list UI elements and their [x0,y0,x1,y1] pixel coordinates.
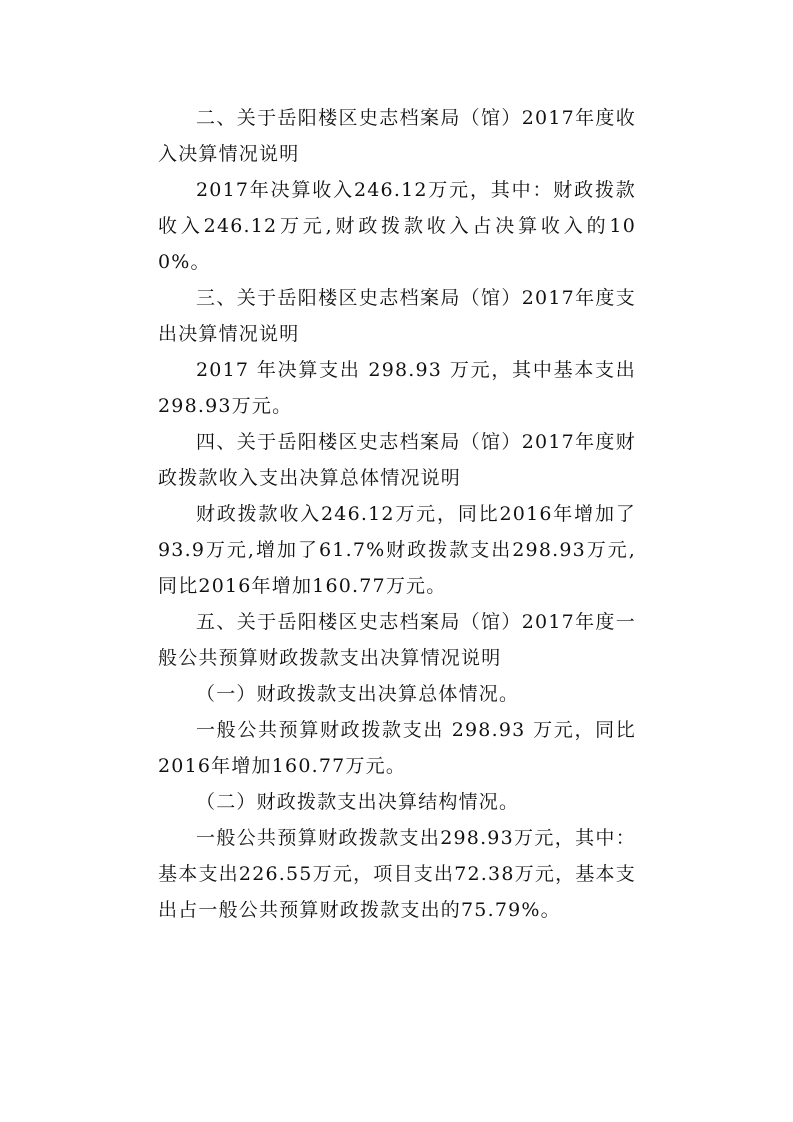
subheading-overall: （一）财政拨款支出决算总体情况。 [196,683,520,705]
paragraph-general-budget-overall: 一般公共预算财政拨款支出 298.93 万元，同比2016年增加160.77万元。 [158,719,636,777]
section-heading-general-budget: 五、关于岳阳楼区史志档案局（馆）2017年度一般公共预算财政拨款支出决算情况说明 [158,611,636,669]
subheading-structure: （二）财政拨款支出决算结构情况。 [196,791,520,813]
section-heading-expenditure: 三、关于岳阳楼区史志档案局（馆）2017年度支出决算情况说明 [158,287,636,345]
section-heading-fiscal-overall: 四、关于岳阳楼区史志档案局（馆）2017年度财政拨款收入支出决算总体情况说明 [158,431,636,489]
paragraph-general-budget-structure: 一般公共预算财政拨款支出298.93万元，其中：基本支出226.55万元，项目支出72.38万元，基本支出占一般公共预算财政拨款支出的75.79%。 [158,827,636,921]
document-body [158,100,636,928]
paragraph-expenditure: 2017 年决算支出 298.93 万元，其中基本支出298.93万元。 [158,359,636,417]
paragraph-fiscal-overall: 财政拨款收入246.12万元，同比2016年增加了93.9万元,增加了61.7%财政拨款支出298.93万元,同比2016年增加160.77万元。 [158,503,636,597]
paragraph-income: 2017年决算收入246.12万元，其中：财政拨款收入246.12万元,财政拨款收入占决算收入的100%。 [158,179,636,273]
section-heading-income: 二、关于岳阳楼区史志档案局（馆）2017年度收入决算情况说明 [158,107,636,165]
